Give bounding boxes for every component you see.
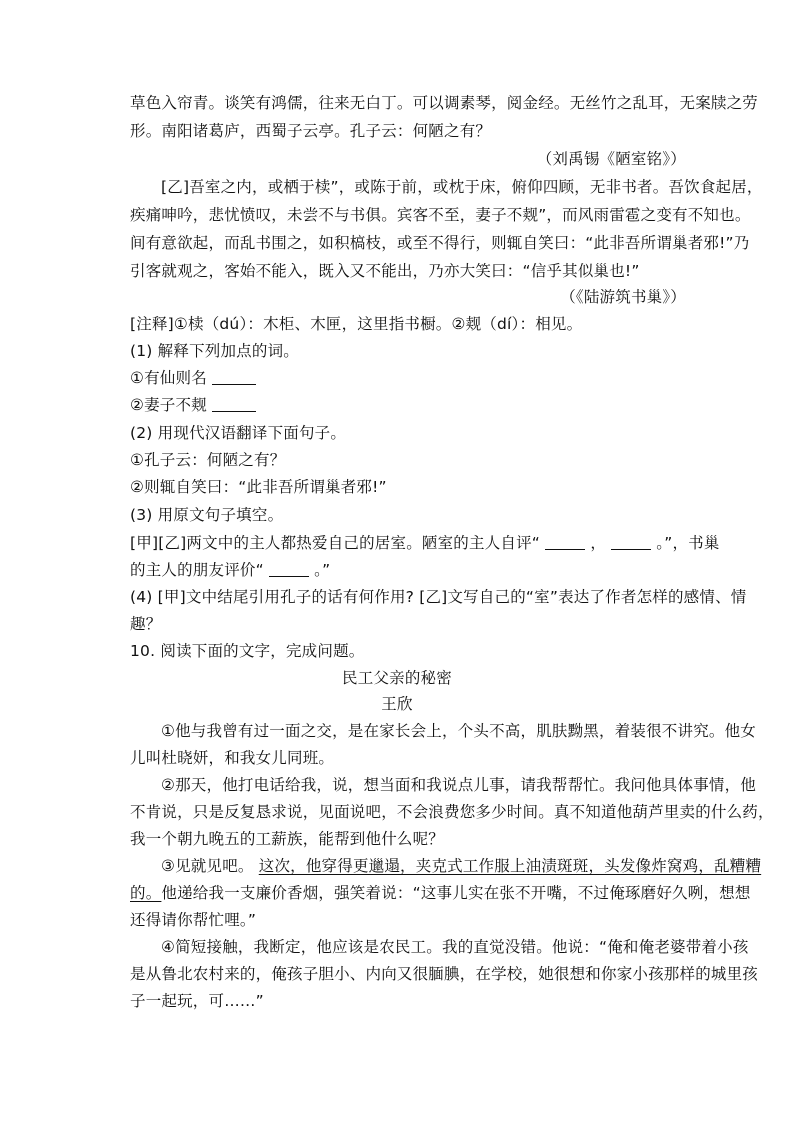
question-title: (2) 用现代汉语翻译下面句子。 bbox=[130, 424, 347, 442]
paragraph-line bbox=[130, 880, 751, 906]
answer-blank[interactable] bbox=[545, 533, 585, 550]
question-item: ②则辄自笑曰：“此非吾所谓巢者邪!” bbox=[130, 478, 387, 496]
text-line: 引客就观之，客始不能入，既入又不能出，乃亦大笑曰：“信乎其似巢也!” bbox=[130, 262, 640, 280]
text-line: [乙]吾室之内，或栖于椟”，或陈于前，或枕于床，俯仰四顾，无非书者。吾饮食起居， bbox=[161, 178, 763, 196]
paragraph-line: ②那天，他打电话给我，说，想当面和我说点儿事，请我帮帮忙。我问他具体事情，他 bbox=[161, 776, 756, 794]
question-text: 的主人的朋友评价“ bbox=[130, 561, 264, 579]
paragraph-line: 我一个朝九晚五的工薪族，能帮到他什么呢？ bbox=[130, 830, 445, 848]
question-item bbox=[130, 392, 690, 418]
question-text: 。”，书巢 bbox=[656, 534, 720, 552]
source-citation: （刘禹锡《陋室铭》） bbox=[536, 150, 686, 168]
question-title: 10. 阅读下面的文字，完成问题。 bbox=[130, 642, 365, 660]
question-item: ①孔子云：何陋之有？ bbox=[130, 451, 286, 469]
paragraph-line: 子一起玩，可……” bbox=[130, 992, 264, 1010]
question-text: ①有仙则名 bbox=[130, 369, 207, 387]
paragraph-line: ④简短接触，我断定，他应该是农民工。我的直觉没错。他说：“俺和俺老婆带着小孩 bbox=[161, 938, 749, 956]
question-item bbox=[130, 365, 690, 391]
paragraph-line: 还得请你帮忙哩。” bbox=[130, 911, 257, 929]
question-title: (3) 用原文句子填空。 bbox=[130, 506, 284, 524]
underlined-sentence: 的。 bbox=[130, 884, 162, 902]
paragraph-line: 不肯说，只是反复恳求说，见面说吧，不会浪费您多少时间。真不知道他葫芦里卖的什么药， bbox=[130, 803, 774, 821]
article-title: 民工父亲的秘密 bbox=[342, 669, 452, 687]
paragraph-line: 是从鲁北农村来的，俺孩子胆小、内向又很腼腆，在学校，她很想和你家小孩那样的城里孩 bbox=[130, 965, 759, 983]
underlined-sentence: 这次，他穿得更邋遢，夹克式工作服上油渍斑斑，头发像炸窝鸡，乱糟糟 bbox=[258, 857, 762, 875]
answer-blank[interactable] bbox=[212, 395, 256, 412]
question-text: ， bbox=[590, 534, 607, 552]
text-line: 间有意欲起，而乱书围之，如积槁枝，或至不得行，则辄自笑曰：“此非吾所谓巢者邪!”乃 bbox=[130, 234, 750, 252]
paragraph-line: ①他与我曾有过一面之交，是在家长会上，个头不高，肌肤黝黑，着装很不讲究。他女 bbox=[161, 722, 756, 740]
question-text: [甲][乙]两文中的主人都热爱自己的居室。陋室的主人自评“ bbox=[130, 534, 541, 552]
source-citation: （《陆游筑书巢》） bbox=[560, 288, 686, 306]
question-text: 。” bbox=[314, 561, 331, 579]
question-title: (1) 解释下列加点的词。 bbox=[130, 342, 299, 360]
text-line: 草色入帘青。谈笑有鸿儒，往来无白丁。可以调素琴，阅金经。无丝竹之乱耳，无案牍之劳 bbox=[130, 94, 759, 112]
article-author: 王欣 bbox=[381, 695, 413, 713]
paragraph-line bbox=[161, 853, 762, 879]
question-item: 趣？ bbox=[130, 615, 162, 633]
question-item bbox=[130, 557, 690, 583]
text-line: 形。南阳诸葛庐，西蜀子云亭。孔子云：何陋之有？ bbox=[130, 122, 492, 140]
question-text: ②妻子不觌 bbox=[130, 396, 207, 414]
answer-blank[interactable] bbox=[269, 560, 309, 577]
annotation-note: [注释]①椟（dú）：木柜、木匣，这里指书橱。②觌（dí）：相见。 bbox=[130, 315, 583, 333]
paragraph-text: 他递给我一支廉价香烟，强笑着说：“这事儿实在张不开嘴，不过俺琢磨好久咧，想想 bbox=[161, 884, 751, 902]
text-line: 疾痛呻吟，悲忧愤叹，未尝不与书俱。宾客不至，妻子不觌”，而风雨雷雹之变有不知也。 bbox=[130, 206, 751, 224]
paragraph-text: ③见就见吧。 bbox=[161, 857, 254, 875]
answer-blank[interactable] bbox=[611, 533, 651, 550]
paragraph-line: 儿叫杜晓妍，和我女儿同班。 bbox=[130, 749, 335, 767]
question-item: (4) [甲]文中结尾引用孔子的话有何作用? [乙]文写自己的“室”表达了作者怎样的感情、情 bbox=[130, 588, 747, 606]
question-item bbox=[130, 530, 720, 556]
answer-blank[interactable] bbox=[212, 368, 256, 385]
